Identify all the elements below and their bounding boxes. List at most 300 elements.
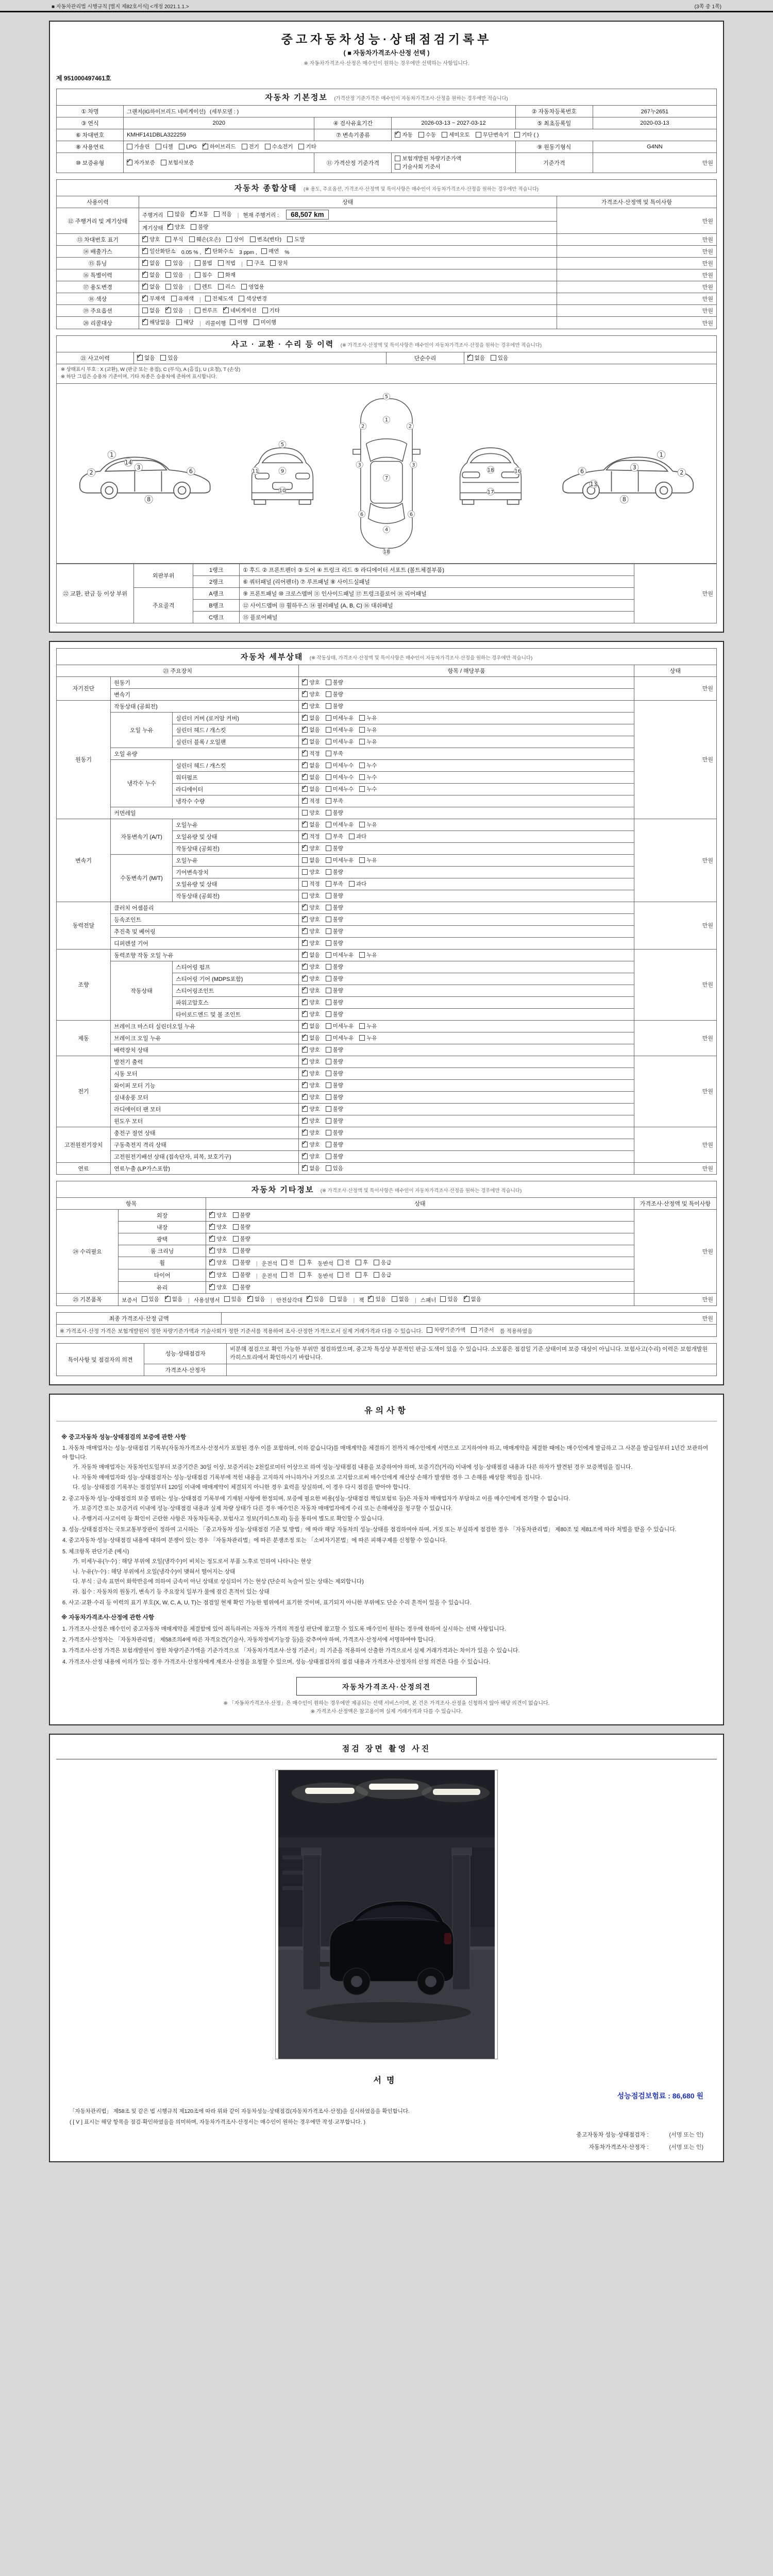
checkbox-icon[interactable] [326,774,331,780]
checkbox-option-없음[interactable] [302,1022,320,1030]
checkbox-icon[interactable] [302,881,308,887]
checkbox-option-불량[interactable] [326,1058,343,1065]
checkbox-option-전기[interactable] [242,143,259,150]
checkbox-icon[interactable] [395,164,400,170]
checkbox-option-없음[interactable] [330,1295,347,1303]
checkbox-option-응급[interactable] [374,1271,391,1279]
checkbox-icon[interactable] [442,132,447,138]
checkbox-option-무채색[interactable] [142,295,165,302]
checkbox-option-불량[interactable] [191,223,208,231]
checkbox-icon[interactable] [195,272,200,278]
checked-box-icon[interactable] [302,999,308,1005]
checkbox-icon[interactable] [338,1260,343,1265]
checkbox-option-누유[interactable] [359,951,377,959]
checkbox-icon[interactable] [326,1011,331,1017]
checkbox-option-불량[interactable] [233,1271,250,1279]
checkbox-option-미세누수[interactable] [326,773,354,781]
checkbox-option-없음[interactable] [302,856,320,864]
checkbox-icon[interactable] [265,144,271,149]
checkbox-icon[interactable] [239,296,244,301]
checkbox-option-해당없음[interactable] [142,318,171,326]
checkbox-option-없음[interactable] [464,1295,481,1303]
checkbox-icon[interactable] [326,1118,331,1124]
checkbox-icon[interactable] [326,1165,331,1171]
checkbox-icon[interactable] [326,952,331,958]
checkbox-icon[interactable] [326,976,331,981]
checkbox-icon[interactable] [326,810,331,816]
checkbox-option-양호[interactable] [302,1010,320,1018]
checked-box-icon[interactable] [142,319,148,325]
checked-box-icon[interactable] [191,211,196,217]
checkbox-option-누수[interactable] [359,761,377,769]
checked-box-icon[interactable] [142,260,148,266]
checkbox-icon[interactable] [374,1260,379,1265]
checkbox-icon[interactable] [302,857,308,863]
checkbox-icon[interactable] [191,224,196,230]
checkbox-option-기술사회 기준서[interactable] [395,163,440,171]
checked-box-icon[interactable] [223,308,229,313]
checkbox-icon[interactable] [171,296,177,301]
checkbox-icon[interactable] [218,284,224,290]
checkbox-icon[interactable] [233,1260,239,1265]
checkbox-option-양호[interactable] [302,939,320,947]
checkbox-option-불량[interactable] [326,809,343,817]
checkbox-icon[interactable] [230,319,236,325]
checkbox-option-불량[interactable] [326,987,343,994]
checkbox-option-없음[interactable] [467,354,485,362]
checkbox-option-유채색[interactable] [171,295,194,302]
checkbox-option-누유[interactable] [359,821,377,828]
checkbox-option-미세누유[interactable] [326,856,354,864]
checkbox-option-불량[interactable] [326,975,343,982]
checkbox-option-보통[interactable] [191,210,208,218]
checkbox-option-누유[interactable] [359,738,377,745]
checkbox-icon[interactable] [233,1212,239,1218]
checkbox-option-양호[interactable] [302,809,320,817]
checkbox-option-있음[interactable] [224,1295,242,1303]
checked-box-icon[interactable] [209,1224,215,1230]
checkbox-icon[interactable] [326,798,331,804]
checked-box-icon[interactable] [209,1248,215,1253]
checkbox-option-있음[interactable] [165,259,183,267]
checkbox-option-상이[interactable] [226,235,244,243]
checkbox-option-양호[interactable] [209,1259,227,1266]
checkbox-icon[interactable] [281,1272,287,1278]
checkbox-option-양호[interactable] [302,892,320,900]
checkbox-option-누유[interactable] [359,1022,377,1030]
checkbox-option-불량[interactable] [326,939,343,947]
checkbox-icon[interactable] [195,308,200,313]
checked-box-icon[interactable] [127,160,132,165]
checked-box-icon[interactable] [302,680,308,685]
checkbox-option-없음[interactable] [302,821,320,828]
checkbox-icon[interactable] [287,236,293,242]
checked-box-icon[interactable] [302,1106,308,1112]
checkbox-option-자동[interactable] [395,131,412,139]
checkbox-icon[interactable] [359,786,365,792]
checkbox-option-누수[interactable] [359,785,377,793]
checkbox-option-양호[interactable] [209,1283,227,1291]
checkbox-icon[interactable] [349,881,355,887]
checkbox-icon[interactable] [326,680,331,685]
checked-box-icon[interactable] [302,822,308,827]
checked-box-icon[interactable] [302,1035,308,1041]
inspector-signature-field[interactable]: (서명 또는 인) [669,2131,703,2138]
checkbox-option-불량[interactable] [326,1010,343,1018]
checked-box-icon[interactable] [302,691,308,697]
checkbox-icon[interactable] [326,988,331,993]
checkbox-icon[interactable] [233,1224,239,1230]
checkbox-option-기타[interactable] [262,307,280,314]
checkbox-option-양호[interactable] [209,1235,227,1243]
checkbox-icon[interactable] [359,774,365,780]
checkbox-option-없음[interactable] [142,283,160,291]
checkbox-icon[interactable] [167,211,173,217]
checkbox-icon[interactable] [161,160,166,165]
checkbox-icon[interactable] [195,260,200,266]
checkbox-option-후[interactable] [299,1259,312,1266]
checkbox-option-과다[interactable] [349,880,366,888]
checked-box-icon[interactable] [302,1011,308,1017]
checked-box-icon[interactable] [395,132,400,138]
checked-box-icon[interactable] [142,284,148,290]
checkbox-option-부족[interactable] [326,833,343,840]
checkbox-option-불량[interactable] [326,679,343,686]
checkbox-icon[interactable] [326,905,331,910]
checkbox-option-수동[interactable] [418,131,436,139]
checkbox-icon[interactable] [326,703,331,709]
checkbox-option-전[interactable] [338,1259,350,1266]
checkbox-option-양호[interactable] [302,702,320,710]
checkbox-option-없음[interactable] [142,259,160,267]
checkbox-icon[interactable] [326,999,331,1005]
checkbox-option-변조(변타)[interactable] [250,235,282,243]
checkbox-option-세미오토[interactable] [442,131,470,139]
checked-box-icon[interactable] [167,224,173,230]
checkbox-icon[interactable] [356,1260,361,1265]
checked-box-icon[interactable] [302,703,308,709]
checkbox-option-없음[interactable] [302,951,320,959]
checkbox-option-양호[interactable] [209,1223,227,1231]
checkbox-option-부족[interactable] [326,797,343,805]
checkbox-icon[interactable] [254,319,259,325]
checkbox-icon[interactable] [338,1272,343,1278]
checkbox-icon[interactable] [326,928,331,934]
checkbox-option-양호[interactable] [302,1070,320,1077]
checked-box-icon[interactable] [302,1059,308,1064]
checkbox-icon[interactable] [270,260,276,266]
checked-box-icon[interactable] [302,1023,308,1029]
checkbox-option-누유[interactable] [359,726,377,734]
checkbox-option-불량[interactable] [233,1259,250,1266]
checkbox-option-디젤[interactable] [156,143,173,150]
checkbox-option-적정[interactable] [302,833,320,840]
checkbox-option-구조[interactable] [247,259,264,267]
checkbox-option-누유[interactable] [359,1034,377,1042]
checkbox-icon[interactable] [359,1023,365,1029]
checkbox-option-양호[interactable] [302,1093,320,1101]
checkbox-option-과다[interactable] [349,833,366,840]
checked-box-icon[interactable] [302,917,308,922]
checked-box-icon[interactable] [209,1260,215,1265]
checked-box-icon[interactable] [209,1212,215,1218]
checkbox-icon[interactable] [298,144,304,149]
checked-box-icon[interactable] [368,1296,374,1302]
checkbox-icon[interactable] [226,236,232,242]
checkbox-option-훼손(오손)[interactable] [189,235,221,243]
checkbox-option-기준서[interactable] [471,1326,494,1334]
checkbox-option-적정[interactable] [302,750,320,757]
checkbox-option-불량[interactable] [326,892,343,900]
checkbox-icon[interactable] [165,284,171,290]
checked-box-icon[interactable] [302,845,308,851]
checkbox-option-네비게이션[interactable] [223,307,257,314]
checkbox-icon[interactable] [326,964,331,970]
checkbox-option-있음[interactable] [165,307,183,314]
checkbox-option-양호[interactable] [302,1129,320,1137]
appraiser-signature-field[interactable]: (서명 또는 인) [669,2144,703,2150]
checkbox-option-양호[interactable] [302,904,320,911]
checkbox-option-미세누유[interactable] [326,821,354,828]
checkbox-option-도말[interactable] [287,235,305,243]
checkbox-option-없음[interactable] [392,1295,409,1303]
checkbox-option-양호[interactable] [209,1211,227,1219]
checkbox-option-양호[interactable] [302,963,320,971]
checkbox-option-없음[interactable] [302,714,320,722]
checked-box-icon[interactable] [165,1296,171,1302]
checkbox-option-불량[interactable] [233,1247,250,1255]
checkbox-icon[interactable] [233,1236,239,1242]
checkbox-icon[interactable] [395,156,400,161]
checkbox-icon[interactable] [302,810,308,816]
checkbox-icon[interactable] [165,236,171,242]
checkbox-option-양호[interactable] [302,987,320,994]
checkbox-option-있음[interactable] [160,354,178,362]
checkbox-option-양호[interactable] [302,927,320,935]
checkbox-option-해당[interactable] [176,318,194,326]
checkbox-option-후[interactable] [299,1271,312,1279]
checkbox-option-전체도색[interactable] [205,295,233,302]
checkbox-option-있음[interactable] [491,354,508,362]
checkbox-option-장치[interactable] [270,259,288,267]
checkbox-icon[interactable] [160,355,166,361]
checkbox-option-누유[interactable] [359,856,377,864]
checkbox-icon[interactable] [326,1071,331,1076]
checkbox-option-없음[interactable] [302,773,320,781]
checkbox-option-있음[interactable] [440,1295,458,1303]
checkbox-icon[interactable] [299,1272,305,1278]
checked-box-icon[interactable] [302,798,308,804]
checkbox-option-없음[interactable] [142,271,160,279]
checked-box-icon[interactable] [203,144,208,149]
checkbox-option-불량[interactable] [326,916,343,923]
checkbox-option-하이브리드[interactable] [203,143,236,150]
checkbox-icon[interactable] [299,1260,305,1265]
checkbox-icon[interactable] [427,1327,432,1333]
checkbox-option-있음[interactable] [165,283,183,291]
checkbox-option-리스[interactable] [218,283,236,291]
checkbox-option-불량[interactable] [326,690,343,698]
checkbox-option-양호[interactable] [302,844,320,852]
checkbox-icon[interactable] [514,132,520,138]
checkbox-option-양호[interactable] [209,1247,227,1255]
checked-box-icon[interactable] [165,308,171,313]
checkbox-icon[interactable] [233,1272,239,1278]
checkbox-icon[interactable] [189,236,195,242]
checkbox-option-있음[interactable] [307,1295,324,1303]
checkbox-option-매연[interactable] [261,247,279,255]
checkbox-icon[interactable] [326,917,331,922]
checkbox-option-없음[interactable] [137,354,155,362]
checkbox-icon[interactable] [330,1296,335,1302]
checkbox-option-없음[interactable] [302,1164,320,1172]
checkbox-icon[interactable] [326,1023,331,1029]
checkbox-option-없음[interactable] [142,307,160,314]
checkbox-icon[interactable] [359,822,365,827]
checkbox-option-불량[interactable] [326,904,343,911]
checkbox-option-양호[interactable] [167,223,185,231]
checked-box-icon[interactable] [302,1094,308,1100]
checkbox-icon[interactable] [359,762,365,768]
checkbox-option-양호[interactable] [302,916,320,923]
checkbox-icon[interactable] [392,1296,397,1302]
checked-box-icon[interactable] [302,905,308,910]
checkbox-icon[interactable] [326,940,331,946]
checkbox-option-불량[interactable] [326,1141,343,1148]
checkbox-option-없음[interactable] [302,1034,320,1042]
checked-box-icon[interactable] [302,988,308,993]
checkbox-option-불량[interactable] [326,998,343,1006]
checkbox-option-있음[interactable] [368,1295,385,1303]
checkbox-icon[interactable] [326,1154,331,1159]
checkbox-option-후[interactable] [356,1271,368,1279]
checked-box-icon[interactable] [464,1296,469,1302]
checkbox-option-부족[interactable] [326,750,343,757]
checkbox-icon[interactable] [205,296,211,301]
checked-box-icon[interactable] [302,715,308,721]
checkbox-option-일산화탄소[interactable] [142,247,176,255]
checkbox-option-불량[interactable] [326,927,343,935]
checkbox-icon[interactable] [349,834,355,839]
checkbox-icon[interactable] [218,272,224,278]
checkbox-option-불량[interactable] [326,1117,343,1125]
checkbox-option-누유[interactable] [359,714,377,722]
checkbox-option-불량[interactable] [326,1129,343,1137]
checked-box-icon[interactable] [142,296,148,301]
checkbox-icon[interactable] [214,211,220,217]
checkbox-icon[interactable] [326,751,331,756]
checkbox-icon[interactable] [326,1059,331,1064]
checkbox-option-양호[interactable] [209,1271,227,1279]
checked-box-icon[interactable] [302,751,308,756]
checkbox-option-있음[interactable] [326,1164,343,1172]
checkbox-icon[interactable] [262,308,268,313]
checkbox-icon[interactable] [359,715,365,721]
checkbox-icon[interactable] [224,1296,230,1302]
checkbox-icon[interactable] [359,952,365,958]
checked-box-icon[interactable] [302,774,308,780]
checked-box-icon[interactable] [142,236,148,242]
checkbox-icon[interactable] [326,1035,331,1041]
checkbox-option-렌트[interactable] [195,283,212,291]
checked-box-icon[interactable] [302,1047,308,1053]
checkbox-option-있음[interactable] [165,271,183,279]
checkbox-icon[interactable] [233,1248,239,1253]
checkbox-icon[interactable] [359,857,365,863]
checkbox-icon[interactable] [165,272,171,278]
checked-box-icon[interactable] [302,976,308,981]
checkbox-option-양호[interactable] [302,1153,320,1160]
checkbox-icon[interactable] [179,144,184,149]
checkbox-option-없음[interactable] [165,1295,182,1303]
checkbox-option-없음[interactable] [302,761,320,769]
checkbox-option-미세누유[interactable] [326,726,354,734]
checkbox-option-양호[interactable] [302,690,320,698]
checkbox-icon[interactable] [218,260,224,266]
checkbox-option-전[interactable] [338,1271,350,1279]
checkbox-icon[interactable] [142,308,148,313]
checkbox-icon[interactable] [195,284,200,290]
checkbox-icon[interactable] [359,739,365,744]
checkbox-icon[interactable] [242,144,247,149]
checkbox-option-양호[interactable] [302,679,320,686]
checkbox-option-색상변경[interactable] [239,295,267,302]
checkbox-option-양호[interactable] [142,235,160,243]
checked-box-icon[interactable] [307,1296,312,1302]
checkbox-option-불량[interactable] [326,868,343,876]
checkbox-icon[interactable] [326,893,331,899]
checkbox-icon[interactable] [326,727,331,733]
checkbox-icon[interactable] [156,144,161,149]
checkbox-option-무단변속기[interactable] [476,131,509,139]
checkbox-option-불량[interactable] [233,1223,250,1231]
checkbox-option-미세누수[interactable] [326,785,354,793]
checkbox-option-미세누유[interactable] [326,951,354,959]
checkbox-option-불량[interactable] [326,1093,343,1101]
checkbox-icon[interactable] [326,1106,331,1112]
checkbox-icon[interactable] [326,1142,331,1147]
checkbox-icon[interactable] [247,260,253,266]
checkbox-icon[interactable] [476,132,481,138]
checkbox-icon[interactable] [127,144,132,149]
checkbox-option-불량[interactable] [233,1211,250,1219]
checkbox-option-전[interactable] [281,1259,294,1266]
checkbox-option-불량[interactable] [326,963,343,971]
checkbox-icon[interactable] [491,355,496,361]
checked-box-icon[interactable] [302,762,308,768]
checkbox-icon[interactable] [326,822,331,827]
checkbox-icon[interactable] [374,1272,379,1278]
checkbox-option-부식[interactable] [165,235,183,243]
checkbox-option-없음[interactable] [247,1295,265,1303]
checkbox-icon[interactable] [233,1284,239,1290]
checkbox-option-불량[interactable] [326,702,343,710]
checked-box-icon[interactable] [209,1272,215,1278]
checkbox-option-차량기준가액[interactable] [427,1326,465,1334]
checkbox-icon[interactable] [326,691,331,697]
checkbox-option-미세누유[interactable] [326,714,354,722]
checkbox-option-많음[interactable] [167,210,185,218]
checkbox-option-전[interactable] [281,1271,294,1279]
checkbox-option-가솔린[interactable] [127,143,149,150]
checkbox-icon[interactable] [326,845,331,851]
checked-box-icon[interactable] [302,727,308,733]
checkbox-option-부족[interactable] [326,880,343,888]
checkbox-option-썬루프[interactable] [195,307,217,314]
checkbox-option-양호[interactable] [302,1105,320,1113]
checked-box-icon[interactable] [302,786,308,792]
checkbox-option-없음[interactable] [302,726,320,734]
